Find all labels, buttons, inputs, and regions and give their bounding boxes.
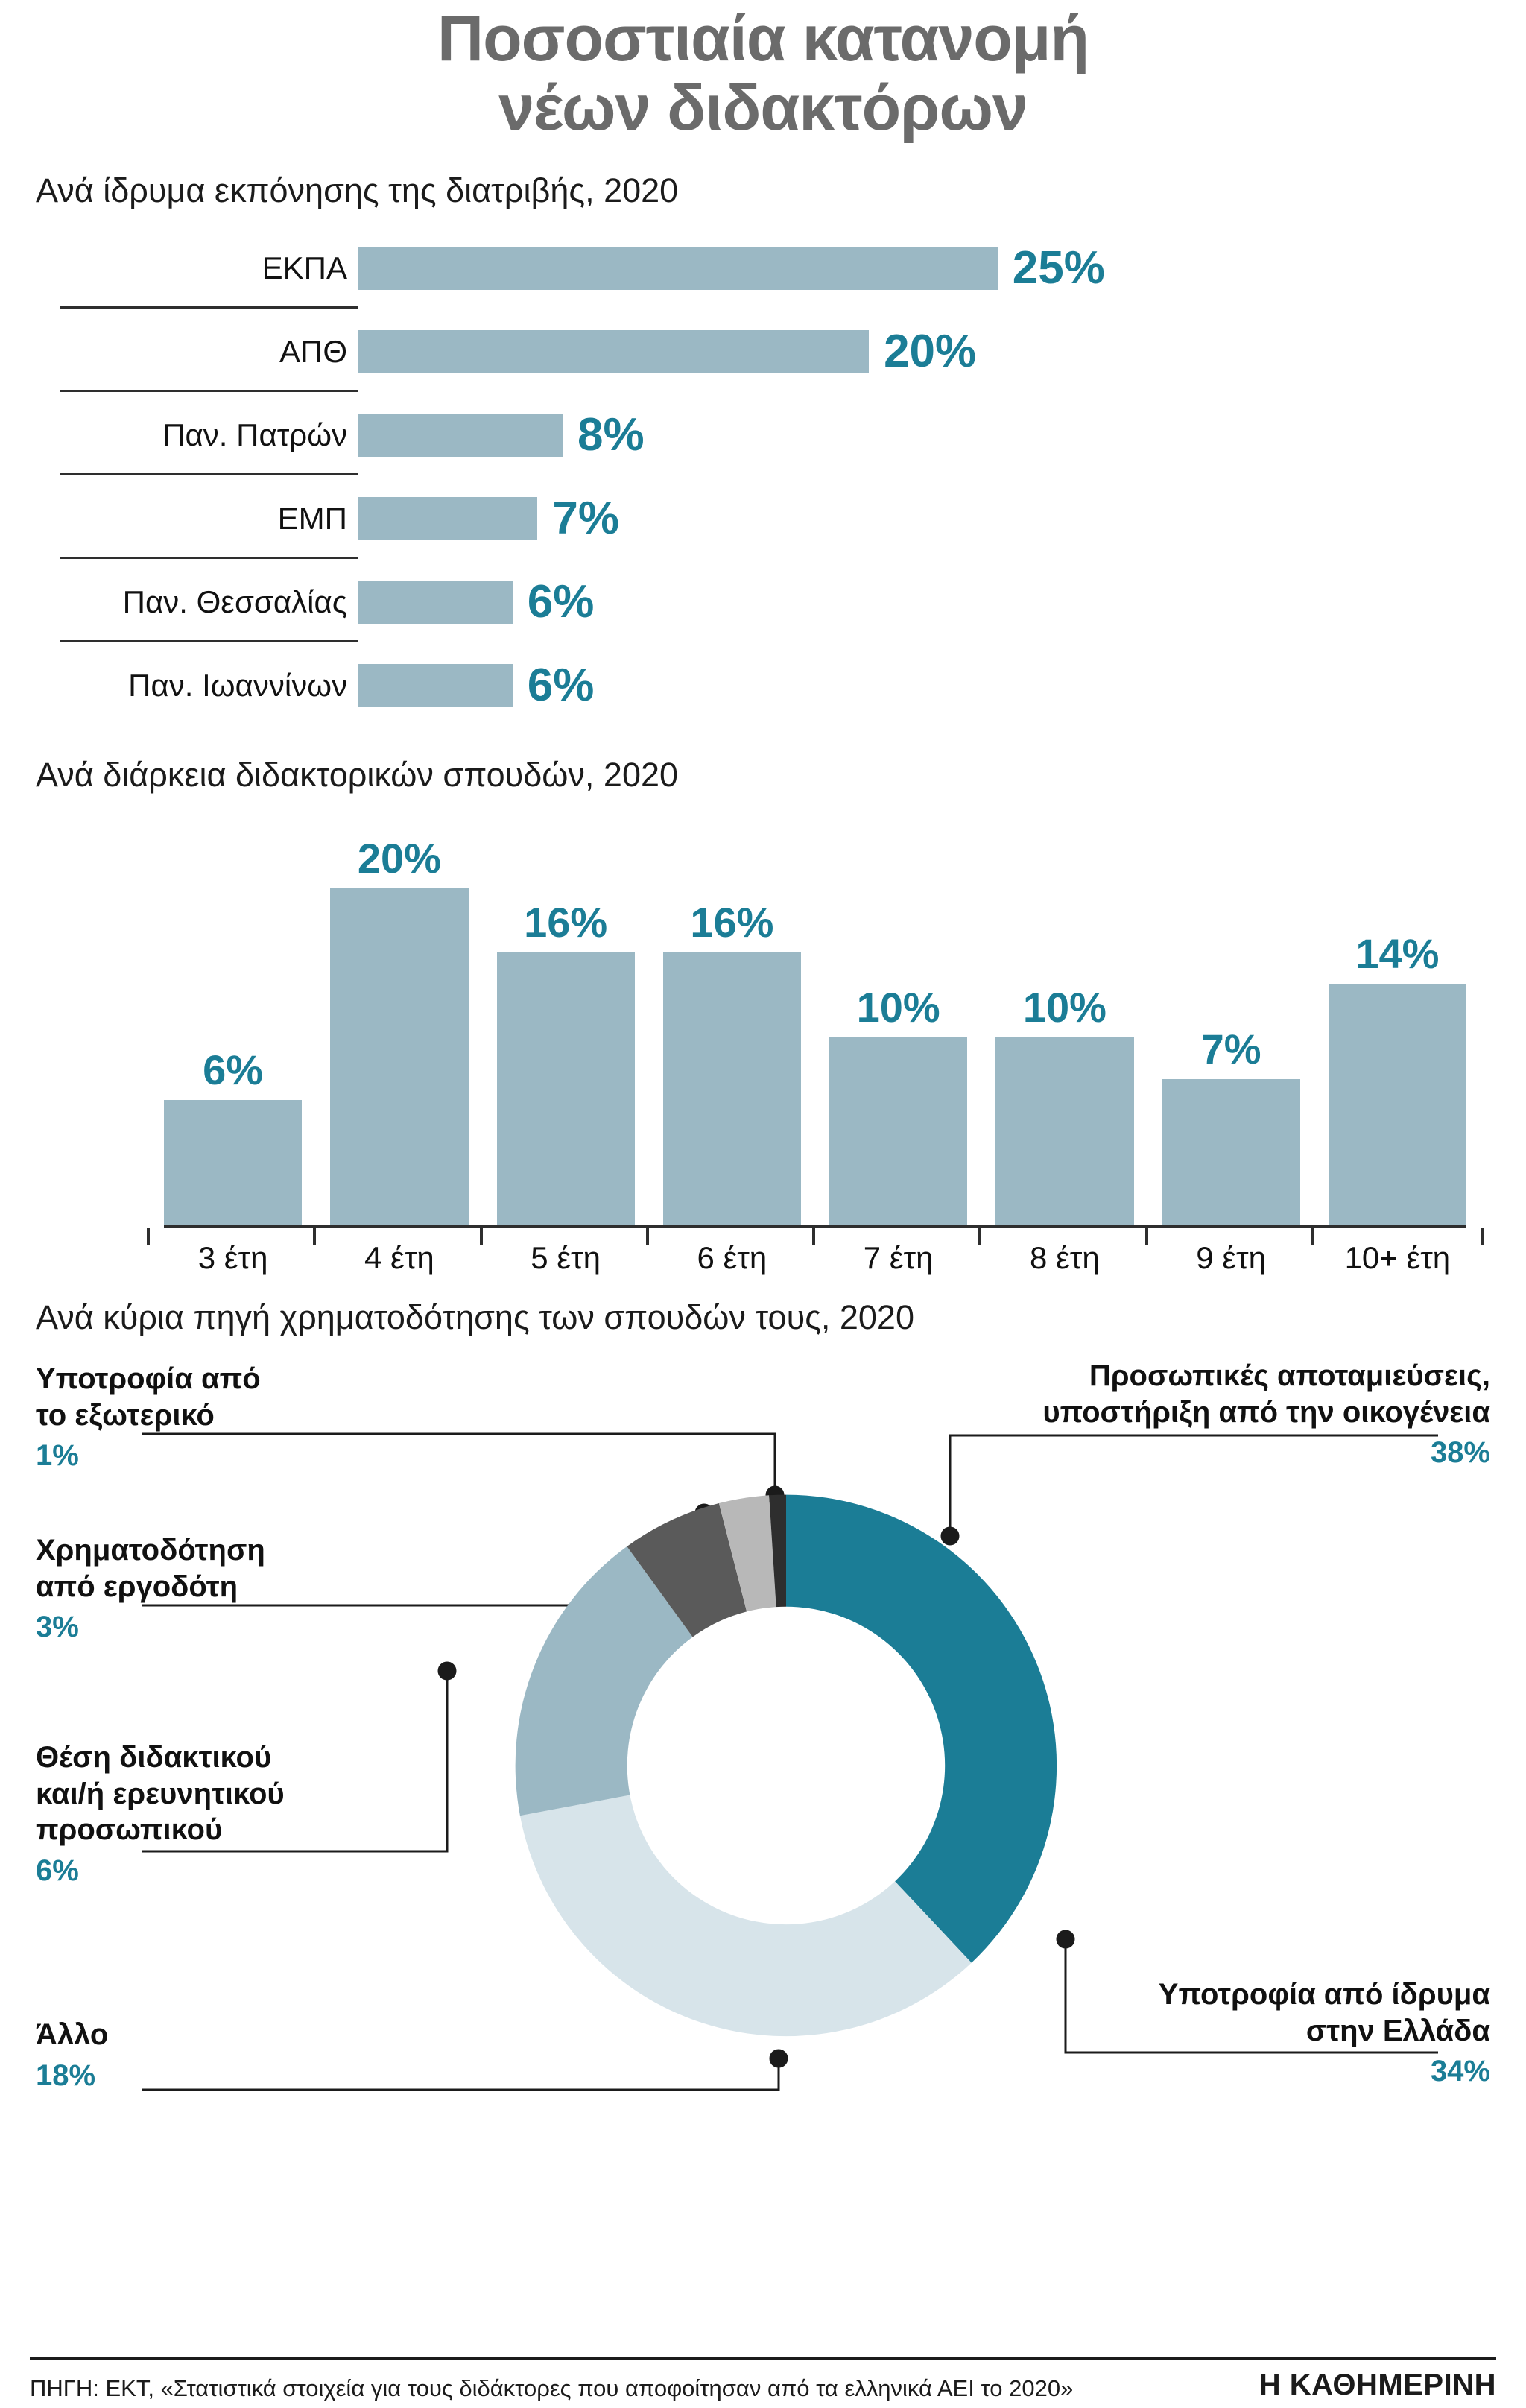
bar-track: [358, 227, 1496, 310]
callout-personal-savings: [924, 1358, 1490, 1471]
bar-fill: [829, 1037, 967, 1225]
duration-plot-area: [164, 808, 1466, 1225]
bar-column: [995, 983, 1133, 1225]
callout-scholarship-greece: [1028, 1976, 1490, 2090]
bar-category-label: Παν. Ιωαννίνων: [128, 667, 347, 703]
bar-value-label: 10%: [1022, 983, 1106, 1031]
bar-fill: [330, 888, 468, 1225]
bar-column: [1329, 929, 1466, 1225]
bar-value-label: 7%: [1200, 1025, 1261, 1072]
callout-scholarship-abroad: [36, 1361, 349, 1474]
x-tick-label: 3 έτη: [164, 1228, 302, 1276]
footer-row: [30, 2360, 1496, 2402]
bar-category-label: Παν. Πατρών: [162, 417, 347, 452]
callout-percent: 6%: [36, 1854, 79, 1888]
bar-fill: [164, 1100, 302, 1225]
bar-value-label: 10%: [856, 983, 940, 1031]
bar-value-label: 16%: [690, 898, 774, 946]
section-duration-subtitle: Ανά διάρκεια διδακτορικών σπουδών, 2020: [36, 755, 679, 794]
footer: [30, 2357, 1496, 2402]
donut-slice-personal-savings: [786, 1494, 1057, 1962]
x-tick-label: 5 έτη: [497, 1228, 635, 1276]
row-divider: [60, 640, 358, 642]
callout-line2: και/ή ερευνητικού: [36, 1777, 285, 1810]
bar-fill: [358, 581, 513, 624]
bar-row: [30, 310, 1496, 394]
callout-line3: προσωπικού: [36, 1813, 223, 1847]
bar-column: [330, 834, 468, 1225]
bar-track: [358, 477, 1496, 560]
callout-line1: Υποτροφία από: [36, 1362, 261, 1395]
x-tick-label: 8 έτη: [995, 1228, 1133, 1276]
bar-label-wrap: [30, 227, 358, 310]
bar-row: [30, 560, 1496, 644]
brand-logo: Η ΚΑΘΗΜΕΡΙΝΗ: [1259, 2369, 1496, 2401]
bar-value-label: 20%: [884, 325, 977, 377]
callout-percent: 1%: [36, 1439, 79, 1473]
callout-teaching-research: [36, 1739, 386, 1889]
callout-line1: Χρηματοδότηση: [36, 1533, 265, 1567]
section-funding-subtitle: Ανά κύρια πηγή χρηματοδότησης των σπουδών τους, 2020: [36, 1298, 914, 1336]
bar-value-label: 14%: [1355, 929, 1440, 977]
donut-chart: [492, 1471, 1080, 2060]
bar-fill: [663, 952, 801, 1225]
row-divider: [60, 306, 358, 309]
bar-column: [663, 898, 801, 1225]
callout-employer-funding: [36, 1532, 349, 1646]
bar-fill: [995, 1037, 1133, 1225]
bar-value-label: 25%: [1012, 241, 1105, 294]
x-tick-label: 10+ έτη: [1329, 1228, 1466, 1276]
callout-other: [36, 2017, 349, 2094]
bar-value-label: 6%: [527, 575, 595, 628]
callout-line1: Άλλο: [36, 2017, 109, 2051]
bar-row: [30, 644, 1496, 727]
bar-track: [358, 310, 1496, 394]
chart-institutions: [30, 227, 1496, 727]
bar-label-wrap: [30, 394, 358, 477]
callout-percent: 34%: [1430, 2055, 1490, 2088]
callout-line1: Θέση διδακτικού: [36, 1740, 272, 1774]
source-note: ΠΗΓΗ: ΕΚΤ, «Στατιστικά στοιχεία για τους διδάκτορες που αποφοίτησαν από τα ελληνικά ΑΕΙ το 2020»: [30, 2375, 1074, 2401]
page-title-line2: νέων διδακτόρων: [498, 72, 1028, 144]
bar-track: [358, 644, 1496, 727]
x-tick-label: 6 έτη: [663, 1228, 801, 1276]
bar-fill: [358, 247, 998, 290]
bar-column: [1162, 1025, 1300, 1225]
bar-fill: [358, 497, 537, 540]
bar-fill: [358, 664, 513, 707]
donut-slice-scholarship-greece: [520, 1795, 972, 2036]
callout-percent: 18%: [36, 2058, 96, 2092]
chart-duration: [30, 808, 1496, 1275]
bar-category-label: ΕΜΠ: [277, 500, 347, 536]
row-divider: [60, 557, 358, 559]
page-title-line1: Ποσοστιαία κατανομή: [437, 3, 1089, 75]
callout-percent: 38%: [1430, 1436, 1490, 1470]
callout-line2: στην Ελλάδα: [1305, 2014, 1490, 2047]
bar-value-label: 7%: [552, 492, 620, 544]
bar-value-label: 16%: [524, 898, 608, 946]
bar-label-wrap: [30, 477, 358, 560]
bar-fill: [358, 414, 563, 457]
x-tick-label: 9 έτη: [1162, 1228, 1300, 1276]
bar-value-label: 6%: [527, 659, 595, 711]
callout-percent: 3%: [36, 1611, 79, 1644]
x-tick-label: 4 έτη: [330, 1228, 468, 1276]
bar-column: [164, 1046, 302, 1225]
callout-line2: από εργοδότη: [36, 1570, 238, 1603]
bar-column: [497, 898, 635, 1225]
bar-value-label: 20%: [357, 834, 441, 882]
bar-row: [30, 477, 1496, 560]
callout-line2: υποστήριξη από την οικογένεια: [1042, 1395, 1490, 1429]
bar-row: [30, 394, 1496, 477]
callout-line1: Υποτροφία από ίδρυμα: [1158, 1977, 1490, 2011]
bar-track: [358, 560, 1496, 644]
bar-label-wrap: [30, 560, 358, 644]
bar-category-label: Παν. Θεσσαλίας: [122, 584, 347, 619]
bar-fill: [1162, 1079, 1300, 1225]
bar-label-wrap: [30, 310, 358, 394]
bar-label-wrap: [30, 644, 358, 727]
bar-fill: [1329, 984, 1466, 1225]
bar-value-label: 6%: [203, 1046, 264, 1093]
bar-category-label: ΑΠΘ: [279, 333, 347, 369]
callout-line1: Προσωπικές αποταμιεύσεις,: [1089, 1359, 1490, 1392]
row-divider: [60, 390, 358, 392]
chart-funding: [30, 1344, 1496, 2202]
bar-row: [30, 227, 1496, 310]
section-institutions-subtitle: Ανά ίδρυμα εκπόνησης της διατριβής, 2020: [36, 171, 679, 209]
page-title: [30, 0, 1496, 143]
bar-value-label: 8%: [577, 408, 645, 461]
bar-track: [358, 394, 1496, 477]
bar-fill: [497, 952, 635, 1225]
donut-svg: [492, 1471, 1080, 2060]
bar-column: [829, 983, 967, 1225]
bar-fill: [358, 330, 869, 373]
bar-category-label: ΕΚΠΑ: [262, 250, 347, 285]
row-divider: [60, 473, 358, 475]
duration-x-tick-labels: [164, 1228, 1466, 1276]
x-tick-label: 7 έτη: [829, 1228, 967, 1276]
callout-line2: το εξωτερικό: [36, 1398, 215, 1432]
